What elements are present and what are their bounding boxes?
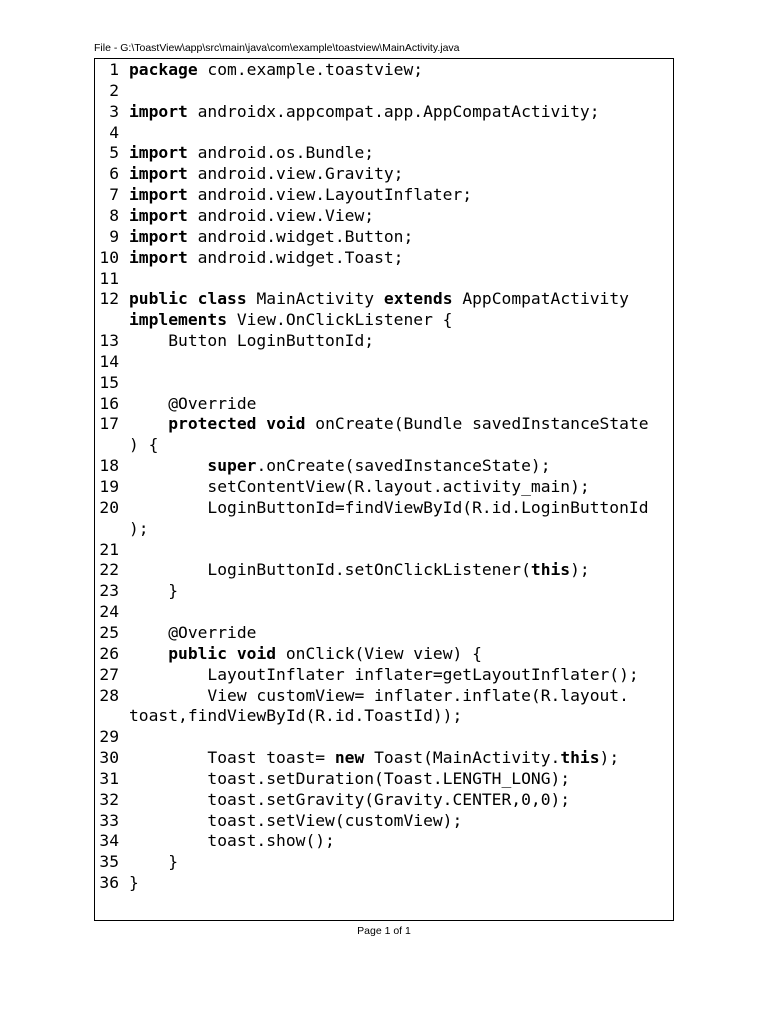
line-code [129,852,178,872]
keyword: import [129,247,188,267]
line-number: 5 [109,143,119,163]
line-number: 10 [99,247,119,267]
line-code [129,394,256,414]
line-code [129,581,178,601]
code-listing [94,58,674,921]
line-code [129,623,256,643]
line-number: 4 [109,122,119,142]
keyword: extends [383,289,453,309]
line-number: 34 [99,831,119,851]
code-text: android.view.View; [187,205,375,225]
code-text: toast.setGravity(Gravity.CENTER,0,0); [129,789,571,809]
code-text: toast.show(); [129,831,335,851]
line-code [129,665,639,685]
line-code [129,60,423,80]
keyword: import [129,226,188,246]
code-text: View customView= inflater.inflate(R.layout. [129,685,629,705]
keyword: package [129,60,198,79]
line-number: 8 [109,205,119,225]
line-code [129,435,158,455]
line-number: 14 [99,351,119,371]
keyword: import [129,101,188,121]
line-number: 21 [99,539,119,559]
line-number: 27 [99,664,119,684]
line-number: 7 [109,185,119,205]
line-code [129,143,374,163]
line-code [129,456,551,476]
keyword: void [266,414,306,434]
line-code [129,331,374,351]
line-number: 1 [109,60,119,79]
line-number: 18 [99,456,119,476]
code-text: } [129,873,139,893]
line-number: 15 [99,372,119,392]
line-code [129,310,452,330]
code-text: setContentView(R.layout.activity_main); [129,477,590,496]
keyword: public [168,643,228,663]
code-text [227,644,237,663]
line-number: 13 [99,331,119,351]
code-text: com.example.toastview; [197,60,424,79]
line-code [129,248,403,268]
line-code [129,811,462,831]
keyword: import [129,205,188,225]
keyword: class [197,289,247,309]
keyword: super [207,456,257,476]
line-code [129,227,413,247]
line-number: 2 [109,80,119,100]
line-code [129,414,649,434]
code-text: .onCreate(savedInstanceState); [256,456,551,476]
code-text: ); [129,518,149,538]
code-text: toast.setView(customView); [129,810,463,830]
line-code [129,185,472,205]
code-text: android.widget.Button; [187,226,414,246]
line-code [129,790,570,810]
line-number: 3 [109,101,119,121]
code-text: Toast toast= [129,748,335,768]
code-text: ) { [129,435,159,455]
line-code [129,706,462,726]
page-number: Page 1 of 1 [357,925,411,937]
line-number: 9 [109,226,119,246]
keyword: new [334,748,365,768]
line-number: 26 [99,643,119,663]
code-text: View.OnClickListener { [227,310,453,330]
line-code [129,206,374,226]
code-text: android.view.Gravity; [187,164,404,184]
line-code [129,769,570,789]
line-number: 25 [99,622,119,642]
line-code [129,560,590,580]
line-number: 20 [99,497,119,517]
line-code [129,686,629,706]
code-text: toast.setDuration(Toast.LENGTH_LONG); [129,768,571,788]
code-text: MainActivity [246,289,384,309]
code-text: AppCompatActivity [452,289,629,309]
keyword: this [560,748,600,768]
code-text: toast,findViewById(R.id.ToastId)); [129,706,463,726]
keyword: void [236,643,277,663]
line-code [129,477,590,497]
keyword: import [129,164,188,184]
keyword: public [129,289,188,309]
line-number: 36 [99,873,119,893]
keyword: import [129,143,188,163]
code-text: ); [599,748,620,768]
code-text: onCreate(Bundle savedInstanceState [305,414,649,434]
code-text: } [129,581,179,601]
line-number: 11 [99,268,119,288]
line-number: 29 [99,727,119,747]
code-text: Button LoginButtonId; [129,331,375,351]
code-text: android.widget.Toast; [187,247,404,267]
line-number: 28 [99,685,119,705]
line-number: 6 [109,164,119,184]
line-number: 24 [99,602,119,622]
keyword: this [530,560,571,580]
code-text: onClick(View view) { [276,643,482,663]
line-number: 32 [99,789,119,809]
code-text [129,414,168,433]
line-number: 33 [99,810,119,830]
line-number: 30 [99,748,119,768]
line-code [129,498,649,518]
code-text: android.os.Bundle; [187,143,375,163]
code-text: androidx.appcompat.app.AppCompatActivity; [187,101,600,121]
keyword: implements [129,310,228,330]
code-text: } [129,852,179,872]
line-code [129,644,482,664]
line-code [129,831,335,851]
line-number: 16 [99,393,119,413]
line-number: 35 [99,852,119,872]
line-number: 12 [99,289,119,309]
line-number: 23 [99,581,119,601]
line-number: 17 [99,414,119,434]
code-text [129,456,207,475]
line-code [129,102,600,122]
keyword: protected [168,414,257,434]
code-text [129,644,168,663]
line-code [129,748,619,768]
code-text: android.view.LayoutInflater; [187,185,473,205]
code-text: @Override [129,622,257,642]
line-number: 22 [99,560,119,580]
file-path-header: File - G:\ToastView\app\src\main\java\com\example\toastview\MainActivity.java [94,42,460,54]
line-code [129,873,139,893]
code-text: Toast(MainActivity. [364,748,561,768]
line-code [129,289,629,309]
code-text: LoginButtonId=findViewById(R.id.LoginButtonId [129,497,649,517]
code-text [188,289,198,308]
code-text: ); [570,560,590,580]
keyword: import [129,185,188,205]
code-text [256,414,266,433]
code-text: LayoutInflater inflater=getLayoutInflater(); [129,664,639,684]
code-text: LoginButtonId.setOnClickListener( [129,560,531,580]
line-number: 31 [99,768,119,788]
line-number: 19 [99,477,119,496]
code-text: @Override [129,393,257,413]
line-code [129,164,403,184]
line-code [129,519,149,539]
